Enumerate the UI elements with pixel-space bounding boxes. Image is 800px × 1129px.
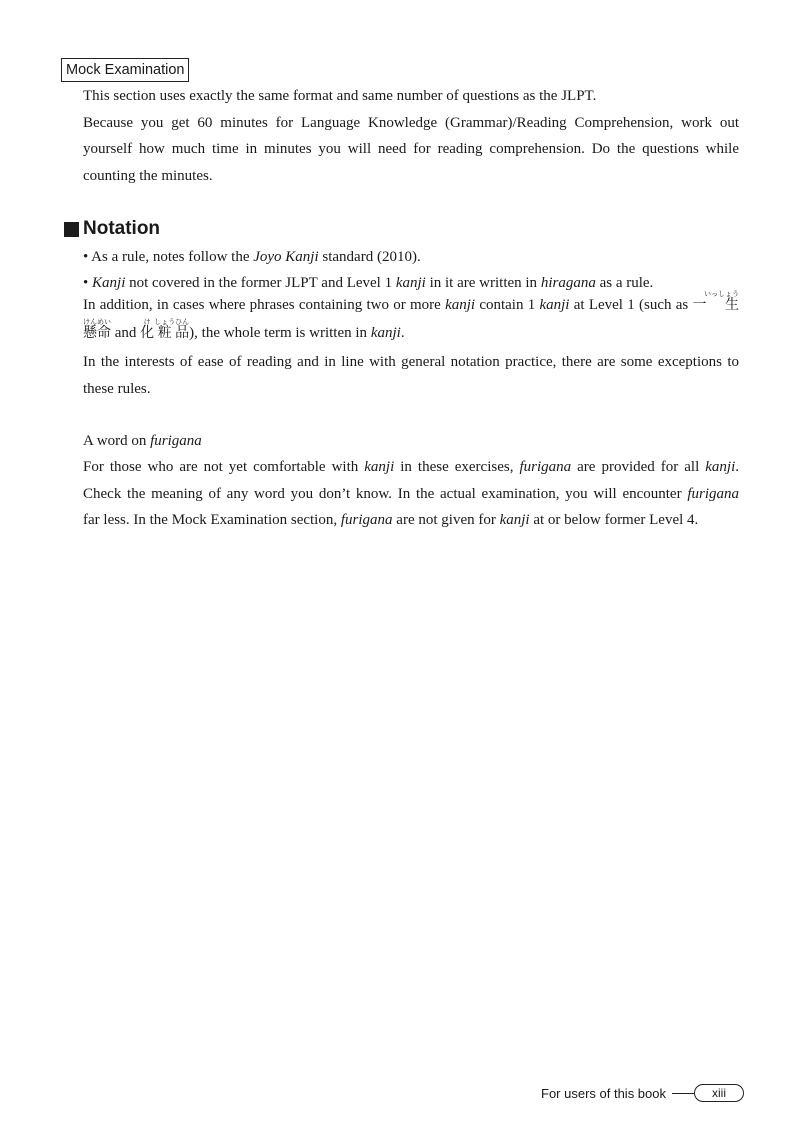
notation-exceptions-paragraph <box>83 349 739 402</box>
page-number: xiii <box>694 1084 744 1102</box>
bullet-2-text-mid: not covered in the former JLPT and Level 1 <box>125 275 396 291</box>
example-3-kanji-2: 粧 <box>154 325 176 341</box>
bullet-1-text-em: Joyo Kanji <box>253 249 319 265</box>
furigana-heading-em: furigana <box>150 433 202 449</box>
bullet-2-text-post: as a rule. <box>595 275 654 291</box>
example-2-kanji: 懸命 <box>83 325 111 341</box>
furigana-line-2 <box>83 481 739 508</box>
p3-text-end: . <box>400 325 405 341</box>
square-bullet-icon <box>64 222 79 237</box>
furigana-heading-pre: A word on <box>83 433 151 449</box>
mock-examination-intro <box>83 83 739 189</box>
furigana-l3-mid: are not given for <box>392 512 500 528</box>
furigana-l1-em-3: kanji <box>705 459 736 475</box>
furigana-l1-em-2: furigana <box>519 459 572 475</box>
furigana-line-1 <box>83 454 739 481</box>
intro-line-4: counting the minutes. <box>83 167 213 184</box>
example-3-ruby-hin <box>175 318 190 341</box>
example-2-ruby-word <box>83 318 111 341</box>
p3-em-2: kanji <box>539 297 570 313</box>
bullet-2-marker: • <box>83 275 93 291</box>
example-3-kanji-1: 化 <box>140 325 155 341</box>
notation-bullet-1 <box>83 244 421 270</box>
p3-em-1: kanji <box>445 297 476 313</box>
example-3-ruby-ke <box>140 318 155 341</box>
mock-examination-label: Mock Examination <box>61 58 189 82</box>
p3-text-mid2: at Level 1 (such as <box>569 297 693 313</box>
example-3-kanji-3: 品 <box>175 325 190 341</box>
page-footer <box>541 1081 744 1105</box>
furigana-l3-post: at or below former Level 4. <box>529 512 699 528</box>
example-1-kanji-ichi: 一 <box>692 297 707 313</box>
bullet-2-text-mid2: in it are written in <box>425 275 541 291</box>
furigana-l1-pre: For those who are not yet comfortable with <box>83 459 365 475</box>
exceptions-line-1: In the interests of ease of reading and in line with general notation practice, there are some exceptions to <box>83 354 739 370</box>
p3-text-pre: In addition, in cases where phrases containing two or more <box>83 297 446 313</box>
footer-text: For users of this book <box>541 1085 666 1101</box>
example-3-furigana-3: ひん <box>175 318 190 326</box>
furigana-l3-pre: far less. In the Mock Examination section, <box>83 512 341 528</box>
furigana-l2-em: furigana <box>687 485 739 502</box>
example-1-furigana: いっしょう <box>704 290 739 298</box>
p3-em-3: kanji <box>370 325 401 341</box>
bullet-2-em-2: kanji <box>395 275 426 291</box>
p3-text-and: and <box>111 325 141 341</box>
exceptions-line-2: these rules. <box>83 380 151 397</box>
furigana-l1-mid: in these exercises, <box>394 459 520 475</box>
notation-heading <box>64 216 160 242</box>
bullet-2-em-1: Kanji <box>92 275 126 291</box>
notation-kanji-paragraph <box>83 290 739 346</box>
bullet-1-text-pre: • As a rule, notes follow the <box>83 249 254 265</box>
example-2-furigana: けんめい <box>83 318 111 326</box>
example-1-ruby-word <box>704 290 739 313</box>
intro-line-2: Because you get 60 minutes for Language Knowledge (Grammar)/Reading Comprehension, work out <box>83 114 739 131</box>
example-1-kanji-sho: 生 <box>704 297 739 313</box>
intro-line-1: This section uses exactly the same format and same number of questions as the JLPT. <box>83 88 597 104</box>
furigana-l1-end: . <box>735 459 739 475</box>
example-3-furigana-2: しょう <box>154 318 176 326</box>
furigana-line-3 <box>83 507 739 534</box>
furigana-paragraph <box>83 454 739 534</box>
notation-title: Notation <box>83 218 161 239</box>
example-3-furigana-1: け <box>140 318 155 326</box>
kanji-paragraph-line-1 <box>83 290 739 318</box>
furigana-l3-em-1: furigana <box>340 512 393 528</box>
kanji-paragraph-line-2 <box>83 318 739 346</box>
footer-divider <box>672 1093 694 1094</box>
p3-text-post: ), the whole term is written in <box>189 325 371 341</box>
example-3-ruby-sho <box>154 318 176 341</box>
furigana-l1-mid2: are provided for all <box>571 459 706 475</box>
p3-text-mid: contain 1 <box>475 297 540 313</box>
bullet-2-em-3: hiragana <box>540 275 596 291</box>
furigana-l2-pre: Check the meaning of any word you don’t know. In the actual examination, you will encounter <box>83 485 688 502</box>
bullet-1-text-post: standard (2010). <box>318 249 421 265</box>
intro-line-3: yourself how much time in minutes you will need for reading comprehension. Do the questions while <box>83 141 739 157</box>
furigana-heading <box>83 428 202 454</box>
furigana-l1-em-1: kanji <box>364 459 395 475</box>
furigana-l3-em-2: kanji <box>499 512 530 528</box>
